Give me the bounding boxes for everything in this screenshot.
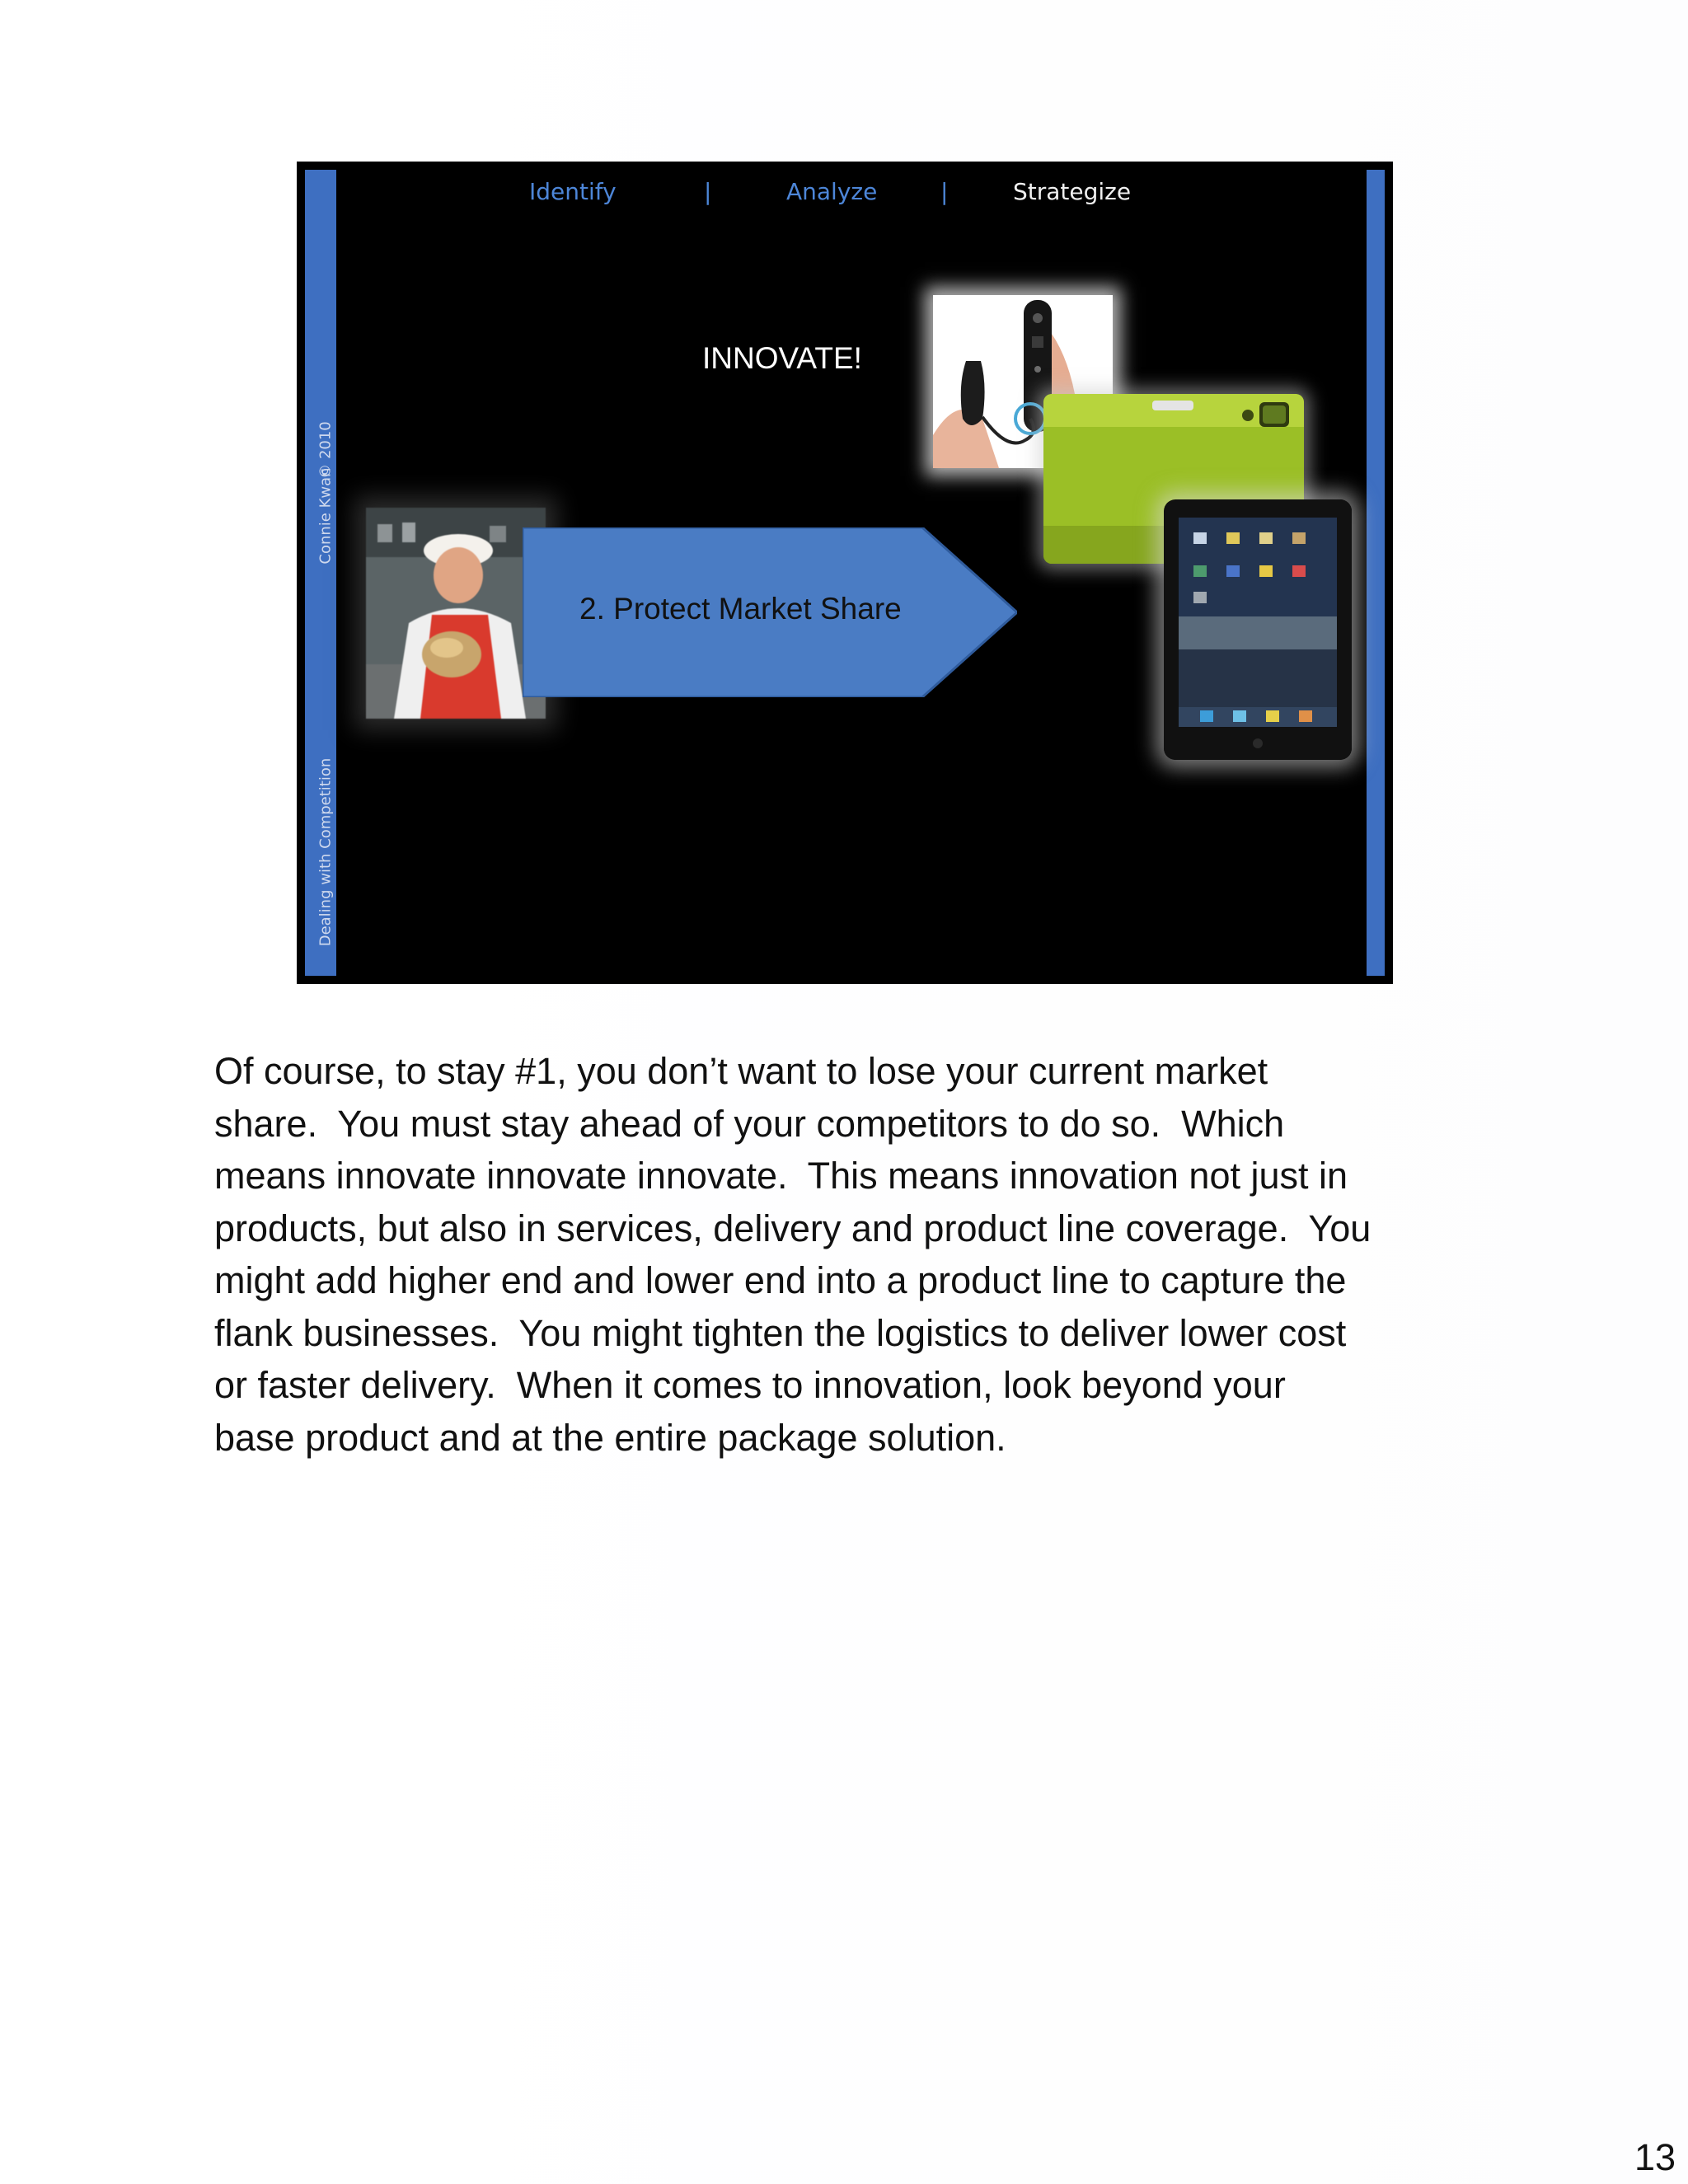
ipad-photo <box>1164 499 1352 760</box>
headline: INNOVATE! <box>702 341 862 375</box>
notes-line: means innovate innovate innovate. This means innovation not just in <box>214 1155 1348 1197</box>
notes-line: flank businesses. You might tighten the logistics to deliver lower cost <box>214 1311 1347 1354</box>
page-number: 13 <box>1634 2136 1676 2178</box>
notes-line: share. You must stay ahead of your competitors to do so. Which <box>214 1102 1285 1145</box>
nav-separator: | <box>704 178 712 205</box>
woman-with-bread-photo <box>366 508 546 719</box>
speaker-notes <box>214 1045 1484 1464</box>
notes-line: products, but also in services, delivery and product line coverage. You <box>214 1207 1372 1249</box>
notes-line: might add higher end and lower end into a product line to capture the <box>214 1259 1347 1301</box>
notes-line: Of course, to stay #1, you don’t want to lose your current market <box>214 1050 1268 1092</box>
arrow-label: 2. Protect Market Share <box>579 592 902 626</box>
deck-title: Dealing with Competition <box>316 757 335 947</box>
nav-strategize: Strategize <box>1013 178 1132 205</box>
author-name: Connie Kwan <box>316 467 335 565</box>
nav-identify: Identify <box>529 178 617 205</box>
notes-line: base product and at the entire package solution. <box>214 1416 1006 1459</box>
copyright-year: © 2010 <box>316 421 335 479</box>
nav-analyze: Analyze <box>786 178 878 205</box>
right-accent-bar <box>1367 170 1385 976</box>
left-accent-bar <box>305 170 336 976</box>
slide-image <box>297 162 1393 984</box>
notes-line: or faster delivery. When it comes to innovation, look beyond your <box>214 1364 1286 1406</box>
nav-separator: | <box>940 178 949 205</box>
